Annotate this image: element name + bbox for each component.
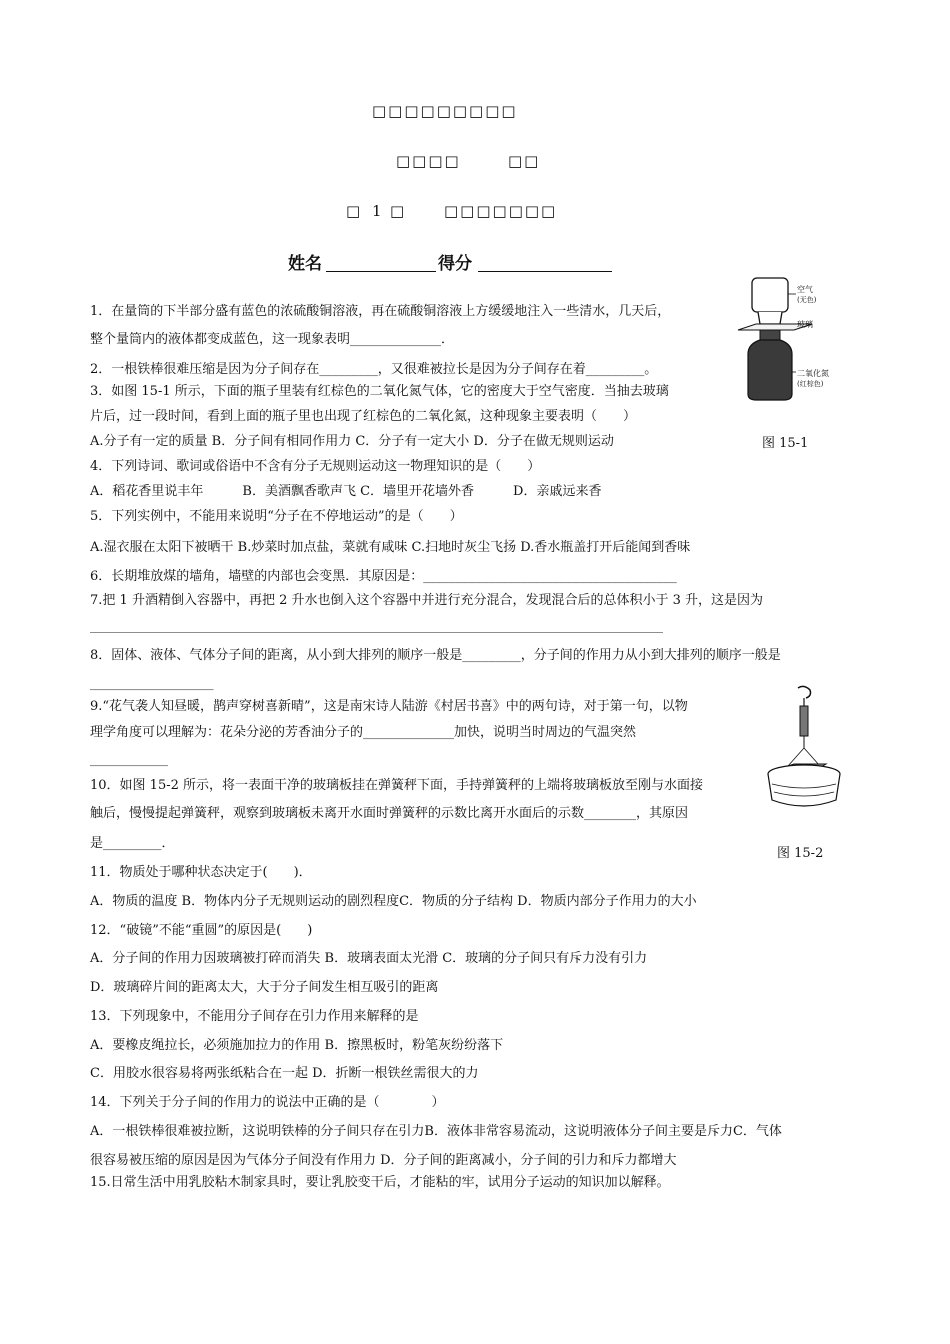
q11-options: A．物质的温度 B．物体内分子无规则运动的剧烈程度C．物质的分子结构 D．物质内部分子作用力的大小 [90,894,697,909]
q10-text: 10．如图 15-2 所示，将一表面干净的玻璃板挂在弹簧秤下面，手持弹簧秤的上端将玻璃板放至刚与水面接 [90,778,704,793]
score-label: 得分 [438,254,472,274]
figure-15-1-bottles [730,272,840,432]
q8-text: 8．固体、液体、气体分子间的距离，从小到大排列的顺序一般是_________，分子间的作用力从小到大排列的顺序一般是 [90,648,781,663]
q13-options: A．要橡皮绳拉长，必须施加拉力的作用 B．擦黑板时，粉笔灰纷纷落下 [90,1038,504,1053]
figure-15-1-caption: 图 15-1 [762,436,809,451]
name-blank[interactable] [326,271,436,272]
q12-options-cont: D．玻璃碎片间的距离太大，大于分子间发生相互吸引的距离 [90,980,439,995]
q15-text: 15.日常生活中用乳胶粘木制家具时，要让乳胶变干后，才能粘的牢，试用分子运动的知识加以解释。 [90,1175,670,1190]
q4-text: 4．下列诗词、歌词或俗语中不含有分子无规则运动这一物理知识的是（ ） [90,459,541,474]
q5-text: 5．下列实例中，不能用来说明“分子在不停地运动”的是（ ） [90,509,463,524]
q11-text: 11．物质处于哪种状态决定于( )． [90,865,312,880]
q12-options: A．分子间的作用力因玻璃被打碎而消失 B．玻璃表面太光滑 C．玻璃的分子间只有斥力没有引力 [90,951,648,966]
lesson-suffix: □ [390,202,407,220]
fig1-label-no2-color: (红棕色) [797,380,824,388]
q3-options: A.分子有一定的质量 B．分子间有相同作用力 C．分子有一定大小 D．分子在做无规则运动 [90,434,614,449]
q4-options: A．稻花香里说丰年 B．美酒飘香歌声飞 C．墙里开花墙外香 D．亲戚远来香 [90,484,602,499]
q14-text: 14．下列关于分子间的作用力的说法中正确的是（ ） [90,1095,445,1110]
q7-text: 7.把 1 升酒精倒入容器中，再把 2 升水也倒入这个容器中并进行充分混合，发现混合后的总体积小于 3 升，这是因为 [90,593,764,608]
q10-text-cont: 触后，慢慢提起弹簧秤，观察到玻璃板未离开水面时弹簧秤的示数比离开水面后的示数________，其原因 [90,806,689,821]
q10-text-end: 是_________． [90,836,175,851]
q1-text-cont: 整个量筒内的液体都变成蓝色，这一现象表明______________． [90,332,455,347]
fig1-label-air-color: (无色) [797,296,817,304]
subtitle-right: □□ [508,152,541,170]
q9-text-cont: 理学角度可以理解为：花朵分泌的芳香油分子的______________加快，说明当时周边的气温突然 [90,725,637,740]
q9-answer-blank[interactable]: ____________ [90,752,168,767]
lesson-title: □□□□□□□ [444,202,558,220]
q13-options-cont: C．用胶水很容易将两张纸粘合在一起 D．折断一根铁丝需很大的力 [90,1066,479,1081]
figure-15-2-caption: 图 15-2 [777,846,824,861]
q3-text: 3．如图 15-1 所示，下面的瓶子里装有红棕色的二氧化氮气体，它的密度大于空气密度．当抽去玻璃 [90,384,669,399]
name-label: 姓名 [288,254,322,274]
q1-text: 1．在量筒的下半部分盛有蓝色的浓硫酸铜溶液，再在硫酸铜溶液上方缓缓地注入一些清水，几天后， [90,304,671,319]
q14-options: A．一根铁棒很难被拉断，这说明铁棒的分子间只存在引力B．液体非常容易流动，这说明液体分子间主要是斥力C．气体 [90,1124,782,1139]
figure-15-2-spring-scale [764,684,844,814]
q2-text: 2．一根铁棒很难压缩是因为分子间存在_________，又很难被拉长是因为分子间存在着_________。 [90,362,658,377]
subtitle-left: □□□□ [396,152,461,170]
q3-text-cont: 片后，过一段时间，看到上面的瓶子里也出现了红棕色的二氧化氮，这种现象主要表明（ ） [90,409,637,424]
lesson-prefix: □ [346,202,363,220]
q7-answer-blank[interactable]: __________________________________________________________________________________________________________ [90,619,663,633]
q8-answer-blank[interactable]: ___________________ [90,676,214,691]
q14-options-cont: 很容易被压缩的原因是因为气体分子间没有作用力 D．分子间的距离减小，分子间的引力和斥力都增大 [90,1153,677,1168]
q12-text: 12．“破镜”不能“重圆”的原因是( ) [90,923,313,938]
q6-text: 6．长期堆放煤的墙角，墙壁的内部也会变黑．其原因是：_______________________________________ [90,569,677,584]
score-blank[interactable] [478,271,612,272]
lesson-number: 1 [372,202,382,220]
fig1-label-no2: 二氧化氮 [797,369,829,378]
worksheet-title: □□□□□□□□□ [372,102,518,120]
q9-text: 9.“花气袭人知昼暖，鹊声穿树喜新晴”，这是南宋诗人陆游《村居书喜》中的两句诗，对于第一句，以物 [90,699,688,714]
fig1-label-glass: 玻璃 [797,320,813,329]
fig1-label-air: 空气 [797,285,813,294]
q13-text: 13．下列现象中，不能用分子间存在引力作用来解释的是 [90,1009,419,1024]
q5-options: A.湿衣服在太阳下被晒干 B.炒菜时加点盐，菜就有咸味 C.扫地时灰尘飞扬 D.香水瓶盖打开后能闻到香味 [90,540,691,555]
